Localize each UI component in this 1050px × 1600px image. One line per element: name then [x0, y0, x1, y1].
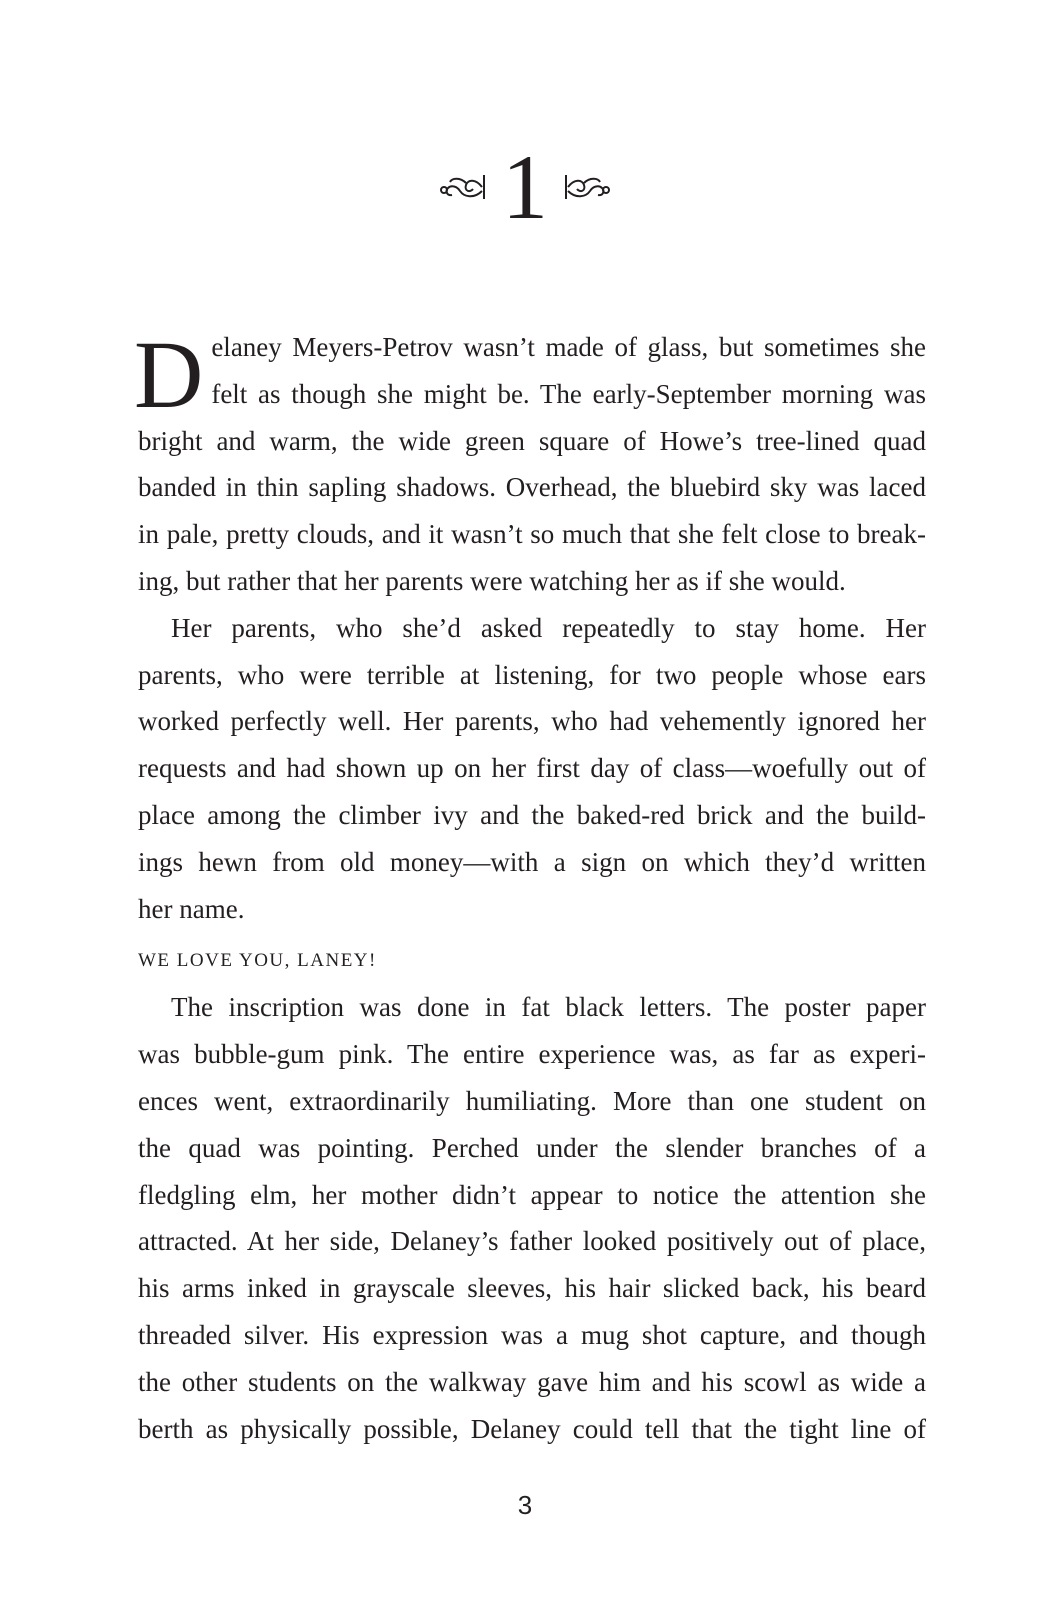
text-line: attracted. At her side, Delaney’s father looked positively out of place,	[138, 1226, 926, 1257]
text-line: was bubble-gum pink. The entire experience was, as far as experi-	[138, 1039, 926, 1070]
left-flourish-icon	[438, 169, 488, 205]
text-line: The inscription was done in fat black letters. The poster paper	[171, 992, 926, 1023]
text-line: Her parents, who she’d asked repeatedly to stay home. Her	[171, 612, 926, 643]
chapter-number: 1	[502, 136, 548, 238]
text-line: elaney Meyers-Petrov wasn’t made of glass, but sometimes she	[211, 332, 926, 362]
text-line: requests and had shown up on her first day of class—woefully out of	[138, 753, 926, 784]
text-line: fledgling elm, her mother didn’t appear to notice the attention she	[138, 1179, 926, 1210]
chapter-heading	[0, 136, 1050, 238]
text-line: the quad was pointing. Perched under the slender branches of a	[138, 1132, 926, 1163]
text-line: banded in thin sapling shadows. Overhead, the bluebird sky was laced	[138, 472, 926, 503]
text-line: bright and warm, the wide green square of Howe’s tree-lined quad	[138, 425, 926, 456]
text-line: threaded silver. His expression was a mug shot capture, and though	[138, 1319, 926, 1350]
text-line: ences went, extraordinarily humiliating. More than one student on	[138, 1085, 926, 1116]
drop-cap: D	[134, 321, 204, 428]
paragraph-1	[134, 321, 926, 605]
text-line: felt as though she might be. The early-September morning was	[211, 378, 926, 409]
text-line: ing, but rather that her parents were watching her as if she would.	[138, 565, 846, 596]
text-line: worked perfectly well. Her parents, who had vehemently ignored her	[138, 706, 926, 737]
text-line: the other students on the walkway gave him and his scowl as wide a	[138, 1366, 926, 1397]
body-text	[134, 321, 926, 1452]
paragraph-3	[138, 984, 926, 1452]
text-line: place among the climber ivy and the baked-red brick and the build-	[138, 799, 926, 830]
text-line: ings hewn from old money—with a sign on which they’d written	[138, 846, 926, 877]
text-line: her name.	[138, 893, 245, 924]
page-number: 3	[517, 1490, 533, 1520]
text-line: his arms inked in grayscale sleeves, his hair slicked back, his beard	[138, 1273, 926, 1304]
text-line: berth as physically possible, Delaney could tell that the tight line of	[138, 1413, 926, 1444]
right-flourish-icon	[562, 169, 612, 205]
text-line: in pale, pretty clouds, and it wasn’t so much that she felt close to break-	[138, 519, 926, 550]
paragraph-2	[138, 605, 926, 933]
text-line: parents, who were terrible at listening, for two people whose ears	[138, 659, 926, 690]
sign-text: WE LOVE YOU, LANEY!	[138, 950, 377, 972]
